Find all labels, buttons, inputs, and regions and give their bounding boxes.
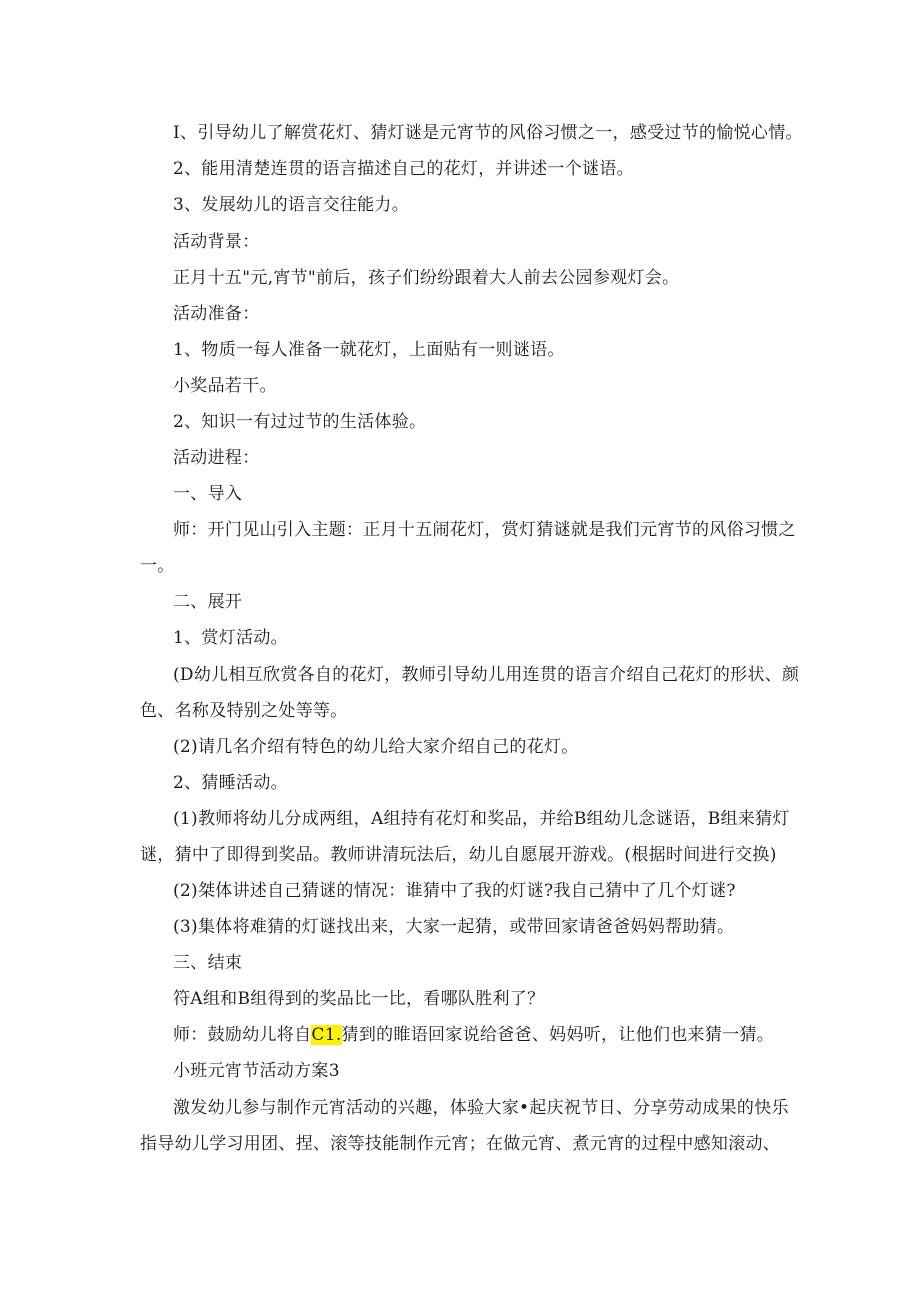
section-end-heading: 三、结束 [173,953,243,973]
process-heading: 活动进程： [173,448,260,468]
background-text: 正月十五"元,宵节"前后，孩子们纷纷跟着大人前去公园参观灯会。 [173,268,680,288]
intro-text-line-1: 师：开门见山引入主题：正月十五闹花灯，赏灯猜谜就是我们元宵节的风俗习惯之 [173,520,796,540]
plan-3-goal-2: 指导幼儿学习用团、捏、滚等技能制作元宵；在做元宵、煮元宵的过程中感知滚动、 [140,1134,781,1154]
riddle-activity-heading: 2、猜睡活动。 [173,773,288,793]
end-teacher-line [173,1024,774,1046]
lantern-step-2: (2)请几名介绍有特色的幼儿给大家介绍自己的花灯。 [173,737,579,757]
intro-text-line-2: 一。 [140,556,175,576]
objective-1: I、引导幼儿了解赏花灯、猜灯谜是元宵节的风俗习惯之一，感受过节的愉悦心情。 [173,123,803,143]
lantern-activity-heading: 1、赏灯活动。 [173,628,288,648]
lantern-step-1-line-1: (D幼儿相互欣赏各自的花灯，教师引导幼儿用连贯的语言介绍自己花灯的形状、颜 [173,665,800,685]
preparation-item-1: 1、物质一每人准备一就花灯，上面贴有一则谜语。 [173,340,565,360]
section-expand-heading: 二、展开 [173,592,243,612]
section-intro-heading: 一、导入 [173,484,243,504]
teacher-line-start: 师：鼓励幼儿将自 [173,1025,312,1045]
plan-3-goal-1: 激发幼儿参与制作元宵活动的兴趣，体验大家•起庆祝节日、分享劳动成果的快乐 [173,1098,789,1118]
preparation-item-2: 2、知识一有过过节的生活体验。 [173,412,427,432]
background-heading: 活动背景： [173,232,260,252]
highlighted-text: C1. [311,1025,342,1045]
riddle-step-3: (3)集体将难猜的灯谜找出来，大家一起猜，或带回家请爸爸妈妈帮助猜。 [173,917,735,937]
plan-3-title: 小班元宵节活动方案3 [173,1061,340,1081]
preparation-prizes: 小奖品若干。 [173,376,277,396]
objective-3: 3、发展幼儿的语言交往能力。 [173,195,410,215]
preparation-heading: 活动准备： [173,304,260,324]
end-compare-prizes: 符A组和B组得到的奖品比一比，看哪队胜利了？ [173,989,545,1009]
objective-2: 2、能用清楚连贯的语言描述自己的花灯，并讲述一个谜语。 [173,159,634,179]
teacher-line-end: 猜到的睢语回家说给爸爸、妈妈听，让他们也来猜一猜。 [341,1025,775,1045]
riddle-step-1-line-2: 谜，猜中了即得到奖品。教师讲清玩法后，幼儿自愿展开游戏。(根据时间进行交换) [140,845,777,865]
riddle-step-2: (2)桀体讲述自己猜谜的情况：谁猜中了我的灯谜?我自己猜中了几个灯谜? [173,881,736,901]
lantern-step-1-line-2: 色、名称及特别之处等等。 [140,701,348,721]
riddle-step-1-line-1: (1)教师将幼儿分成两组，A组持有花灯和奖品，并给B组幼儿念谜语，B组来猜灯 [173,809,790,829]
